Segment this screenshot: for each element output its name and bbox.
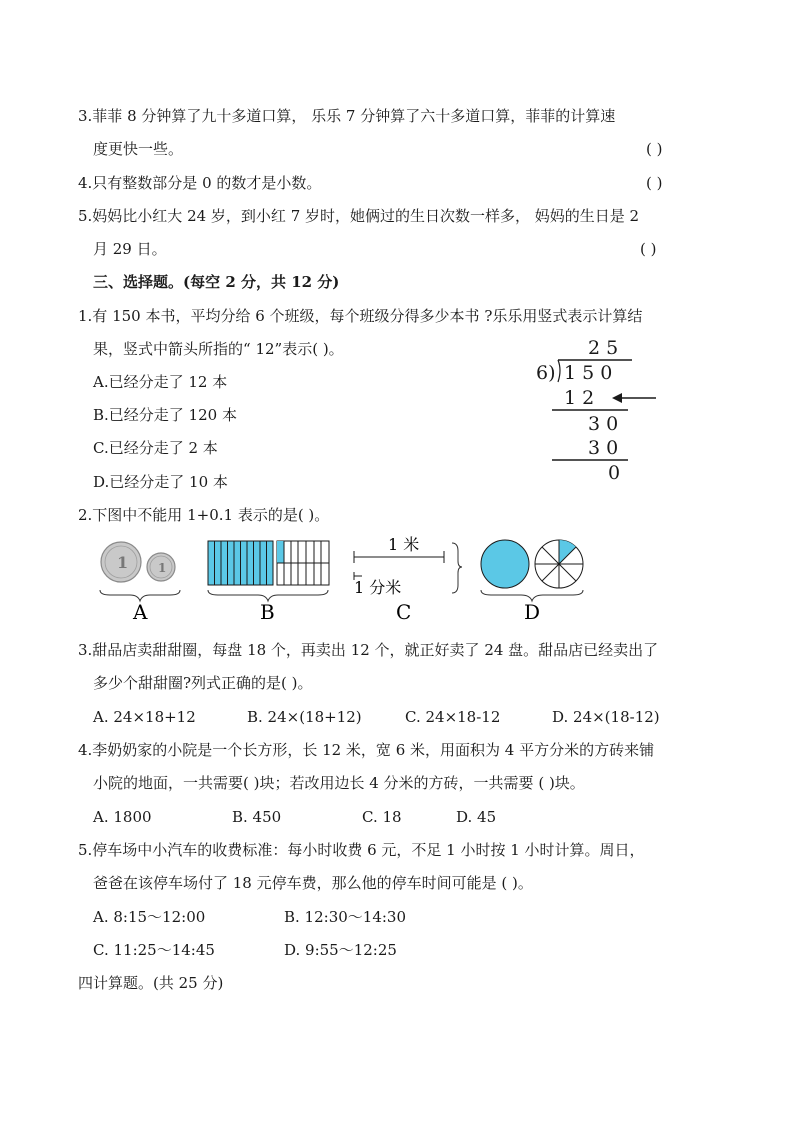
brace-right [452, 543, 462, 593]
q4-option-a[interactable]: A. 1800 [93, 808, 152, 826]
long-division-figure [530, 332, 670, 482]
ruler-top-label: 1 米 [388, 535, 420, 554]
q5-option-b[interactable]: B. 12:30～14:30 [284, 908, 407, 926]
choice-q3-line1: 3.甜品店卖甜甜圈，每盘 18 个，再卖出 12 个，就正好卖了 24 盘。甜品店已经卖出了 [78, 641, 659, 659]
grid-full [208, 541, 273, 585]
coin-large-icon [101, 542, 141, 582]
q5-option-c[interactable]: C. 11:25～14:45 [93, 941, 215, 959]
q3-option-d[interactable]: D. 24×(18-12) [552, 708, 660, 726]
choice-q5-line1: 5.停车场中小汽车的收费标准：每小时收费 6 元，不足 1 小时按 1 小时计算。周日， [78, 841, 645, 859]
q4-option-c[interactable]: C. 18 [362, 808, 402, 826]
answer-paren[interactable]: ( ) [646, 174, 663, 192]
q3-option-c[interactable]: C. 24×18-12 [405, 708, 501, 726]
q3-option-a[interactable]: A. 24×18+12 [93, 708, 196, 726]
choice-q1-line1: 1.有 150 本书，平均分给 6 个班级，每个班级分得多少本书 ?乐乐用竖式表示计算结 [78, 307, 643, 325]
division-step2: 3 0 [588, 413, 619, 435]
choice-q2-stem: 2.下图中不能用 1+0.1 表示的是( )。 [78, 506, 330, 524]
q1-option-c[interactable]: C.已经分走了 2 本 [93, 439, 218, 457]
judge-q4: 4.只有整数部分是 0 的数才是小数。 [78, 174, 322, 192]
division-step3: 3 0 [588, 437, 619, 459]
coin-small-icon [147, 553, 175, 581]
figure-label-d: D [524, 600, 541, 624]
division-step1: 1 2 [564, 387, 595, 409]
figure-label-a: A [133, 600, 148, 624]
grid-partial [277, 541, 329, 585]
figure-label-b: B [260, 600, 275, 624]
ruler-bottom-label: 1 分米 [354, 578, 402, 597]
division-remainder: 0 [608, 462, 621, 482]
q3-option-b[interactable]: B. 24×(18+12) [247, 708, 362, 726]
choice-q3-line2: 多少个甜甜圈?列式正确的是( )。 [93, 674, 313, 692]
answer-paren[interactable]: ( ) [646, 140, 663, 158]
coin-small-label: 1 [158, 561, 167, 575]
figure-label-c: C [396, 600, 412, 624]
coin-large-label: 1 [117, 553, 129, 572]
judge-q3-line1: 3.菲菲 8 分钟算了九十多道口算， 乐乐 7 分钟算了六十多道口算，菲菲的计算速 [78, 107, 616, 125]
circle-full [481, 540, 529, 588]
division-dividend: 1 5 0 [564, 362, 613, 384]
judge-q5-line1: 5.妈妈比小红大 24 岁，到小红 7 岁时，她俩过的生日次数一样多， 妈妈的生日是 2 [78, 207, 640, 225]
section4-title: 四计算题。(共 25 分) [78, 974, 224, 992]
q4-option-b[interactable]: B. 450 [232, 808, 282, 826]
arrow-icon [612, 393, 656, 403]
circle-partial [535, 540, 583, 588]
choice-q4-line2: 小院的地面，一共需要( )块；若改用边长 4 分米的方砖，一共需要 ( )块。 [93, 774, 585, 792]
choice-q4-line1: 4.李奶奶家的小院是一个长方形，长 12 米，宽 6 米，用面积为 4 平方分米的方砖来铺 [78, 741, 655, 759]
division-quotient: 2 5 [588, 337, 619, 359]
section3-title: 三、选择题。(每空 2 分，共 12 分) [93, 273, 340, 291]
judge-q5-line2: 月 29 日。 [93, 240, 167, 258]
q2-figures [90, 535, 690, 625]
q1-option-b[interactable]: B.已经分走了 120 本 [93, 406, 237, 424]
judge-q3-line2: 度更快一些。 [93, 140, 184, 158]
answer-paren[interactable]: ( ) [640, 240, 657, 258]
choice-q1-line2: 果，竖式中箭头所指的“ 12”表示( )。 [93, 340, 344, 358]
q1-option-d[interactable]: D.已经分走了 10 本 [93, 473, 228, 491]
q4-option-d[interactable]: D. 45 [456, 808, 497, 826]
q1-option-a[interactable]: A.已经分走了 12 本 [93, 373, 228, 391]
division-divisor: 6) [536, 362, 556, 384]
q5-option-a[interactable]: A. 8:15～12:00 [93, 908, 206, 926]
q5-option-d[interactable]: D. 9:55～12:25 [284, 941, 397, 959]
choice-q5-line2: 爸爸在该停车场付了 18 元停车费，那么他的停车时间可能是 ( )。 [93, 874, 533, 892]
